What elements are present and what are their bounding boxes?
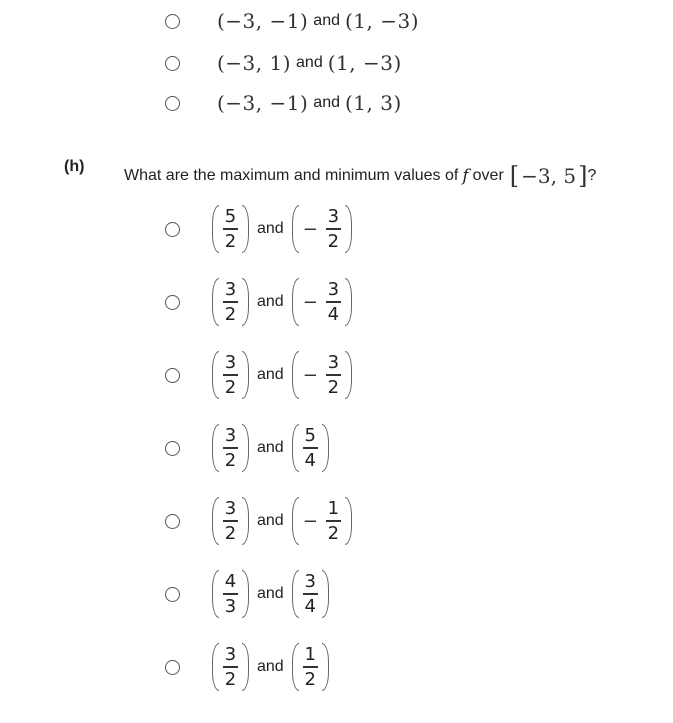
top-option-2-and: and xyxy=(296,54,323,71)
answer-option-7 xyxy=(212,638,329,696)
numerator: 4 xyxy=(224,571,237,593)
answer-option-1 xyxy=(212,200,352,258)
answer-option-7-second-value xyxy=(292,643,329,691)
fraction-bar xyxy=(326,520,341,521)
fraction-bar xyxy=(223,228,238,229)
answer-option-1-and: and xyxy=(257,220,284,237)
answer-option-6-first-value xyxy=(212,570,249,618)
right-paren xyxy=(345,205,352,253)
answer-option-7-and: and xyxy=(257,658,284,675)
fraction-bar xyxy=(223,666,238,667)
fraction-bar xyxy=(303,666,318,667)
right-paren xyxy=(345,278,352,326)
right-paren xyxy=(242,278,249,326)
numerator: 3 xyxy=(224,498,237,520)
left-paren xyxy=(292,351,299,399)
denominator: 3 xyxy=(224,595,237,617)
answer-option-1-first-value xyxy=(212,205,249,253)
numerator: 5 xyxy=(304,425,316,447)
answer-option-4-and: and xyxy=(257,439,284,456)
denominator: 4 xyxy=(327,303,340,325)
denominator: 2 xyxy=(327,522,340,544)
interval-close-bracket: ] xyxy=(578,162,588,190)
numerator: 3 xyxy=(224,352,237,374)
fraction-bar xyxy=(223,301,238,302)
numerator: 1 xyxy=(304,644,316,666)
left-paren xyxy=(212,497,219,545)
fraction xyxy=(303,425,318,470)
answer-option-4-first-value xyxy=(212,424,249,472)
fraction xyxy=(223,352,238,397)
denominator: 4 xyxy=(304,449,316,471)
right-paren xyxy=(322,643,329,691)
right-paren xyxy=(322,570,329,618)
top-option-3-first-point: (−3, −1) xyxy=(217,91,309,115)
top-option-1 xyxy=(217,6,419,36)
answer-option-7-first-value xyxy=(212,643,249,691)
top-option-1-and: and xyxy=(313,12,340,29)
denominator: 2 xyxy=(304,668,316,690)
fraction xyxy=(223,644,238,689)
top-option-1-second-point: (1, −3) xyxy=(345,9,420,33)
radio-answer-option-1[interactable] xyxy=(165,222,180,237)
numerator: 5 xyxy=(224,206,237,228)
top-option-3 xyxy=(217,88,402,118)
answer-option-2 xyxy=(212,273,352,331)
top-option-2-second-point: (1, −3) xyxy=(327,51,402,75)
question-label: (h) xyxy=(64,158,85,175)
answer-option-5 xyxy=(212,492,352,550)
right-paren xyxy=(345,497,352,545)
fraction-bar xyxy=(223,520,238,521)
right-paren xyxy=(242,497,249,545)
right-paren xyxy=(242,643,249,691)
numerator: 3 xyxy=(224,425,237,447)
answer-option-2-and: and xyxy=(257,293,284,310)
fraction xyxy=(303,571,318,616)
denominator: 2 xyxy=(224,376,237,398)
minus-sign: − xyxy=(302,291,318,313)
answer-option-6 xyxy=(212,565,329,623)
left-paren xyxy=(212,278,219,326)
top-option-1-first-point: (−3, −1) xyxy=(217,9,309,33)
radio-top-option-3[interactable] xyxy=(165,96,180,111)
right-paren xyxy=(345,351,352,399)
numerator: 3 xyxy=(327,279,340,301)
radio-answer-option-3[interactable] xyxy=(165,368,180,383)
answer-option-2-second-value xyxy=(292,278,352,326)
denominator: 2 xyxy=(224,449,237,471)
answer-option-6-and: and xyxy=(257,585,284,602)
denominator: 2 xyxy=(224,230,237,252)
answer-option-6-second-value xyxy=(292,570,329,618)
denominator: 2 xyxy=(327,376,340,398)
right-paren xyxy=(242,351,249,399)
question-text-over: over xyxy=(472,167,504,184)
fraction-bar xyxy=(303,447,318,448)
numerator: 3 xyxy=(224,644,237,666)
top-option-3-second-point: (1, 3) xyxy=(345,91,402,115)
interval-open-bracket: [ xyxy=(509,162,520,190)
left-paren xyxy=(212,205,219,253)
fraction-bar xyxy=(326,228,341,229)
radio-answer-option-6[interactable] xyxy=(165,587,180,602)
radio-top-option-2[interactable] xyxy=(165,56,180,71)
fraction xyxy=(326,352,341,397)
answer-option-2-first-value xyxy=(212,278,249,326)
top-option-2 xyxy=(217,48,402,78)
minus-sign: − xyxy=(302,510,318,532)
numerator: 3 xyxy=(224,279,237,301)
left-paren xyxy=(212,424,219,472)
fraction xyxy=(223,206,238,251)
denominator: 4 xyxy=(304,595,316,617)
question-text xyxy=(124,162,596,190)
fraction-bar xyxy=(303,593,318,594)
denominator: 2 xyxy=(327,230,340,252)
answer-option-4-second-value xyxy=(292,424,329,472)
right-paren xyxy=(242,424,249,472)
question-text-before: What are the maximum and minimum values of xyxy=(124,167,459,184)
denominator: 2 xyxy=(224,303,237,325)
numerator: 3 xyxy=(327,206,340,228)
left-paren xyxy=(292,643,299,691)
fraction xyxy=(326,279,341,324)
left-paren xyxy=(292,570,299,618)
minus-sign: − xyxy=(302,218,318,240)
radio-answer-option-2[interactable] xyxy=(165,295,180,310)
answer-option-4 xyxy=(212,419,329,477)
fraction xyxy=(303,644,318,689)
fraction-bar xyxy=(223,447,238,448)
minus-sign: − xyxy=(302,364,318,386)
answer-option-1-second-value xyxy=(292,205,352,253)
radio-answer-option-4[interactable] xyxy=(165,441,180,456)
fraction xyxy=(223,498,238,543)
answer-option-3-and: and xyxy=(257,366,284,383)
left-paren xyxy=(212,643,219,691)
fraction-bar xyxy=(223,593,238,594)
right-paren xyxy=(242,205,249,253)
answer-option-5-second-value xyxy=(292,497,352,545)
question-function: f xyxy=(462,166,469,186)
fraction xyxy=(223,279,238,324)
numerator: 3 xyxy=(327,352,340,374)
fraction xyxy=(326,498,341,543)
left-paren xyxy=(292,424,299,472)
fraction xyxy=(326,206,341,251)
question-interval: −3, 5 xyxy=(521,164,577,188)
left-paren xyxy=(292,278,299,326)
radio-answer-option-5[interactable] xyxy=(165,514,180,529)
fraction xyxy=(223,425,238,470)
fraction xyxy=(223,571,238,616)
radio-top-option-1[interactable] xyxy=(165,14,180,29)
answer-option-5-and: and xyxy=(257,512,284,529)
numerator: 3 xyxy=(304,571,316,593)
top-option-2-first-point: (−3, 1) xyxy=(217,51,292,75)
top-option-3-and: and xyxy=(313,94,340,111)
right-paren xyxy=(242,570,249,618)
fraction-bar xyxy=(326,374,341,375)
left-paren xyxy=(212,570,219,618)
fraction-bar xyxy=(223,374,238,375)
answer-option-3-first-value xyxy=(212,351,249,399)
denominator: 2 xyxy=(224,522,237,544)
answer-option-3 xyxy=(212,346,352,404)
right-paren xyxy=(322,424,329,472)
left-paren xyxy=(292,205,299,253)
left-paren xyxy=(212,351,219,399)
left-paren xyxy=(292,497,299,545)
question-mark: ? xyxy=(587,167,597,184)
answer-option-3-second-value xyxy=(292,351,352,399)
radio-answer-option-7[interactable] xyxy=(165,660,180,675)
fraction-bar xyxy=(326,301,341,302)
denominator: 2 xyxy=(224,668,237,690)
answer-option-5-first-value xyxy=(212,497,249,545)
numerator: 1 xyxy=(327,498,340,520)
